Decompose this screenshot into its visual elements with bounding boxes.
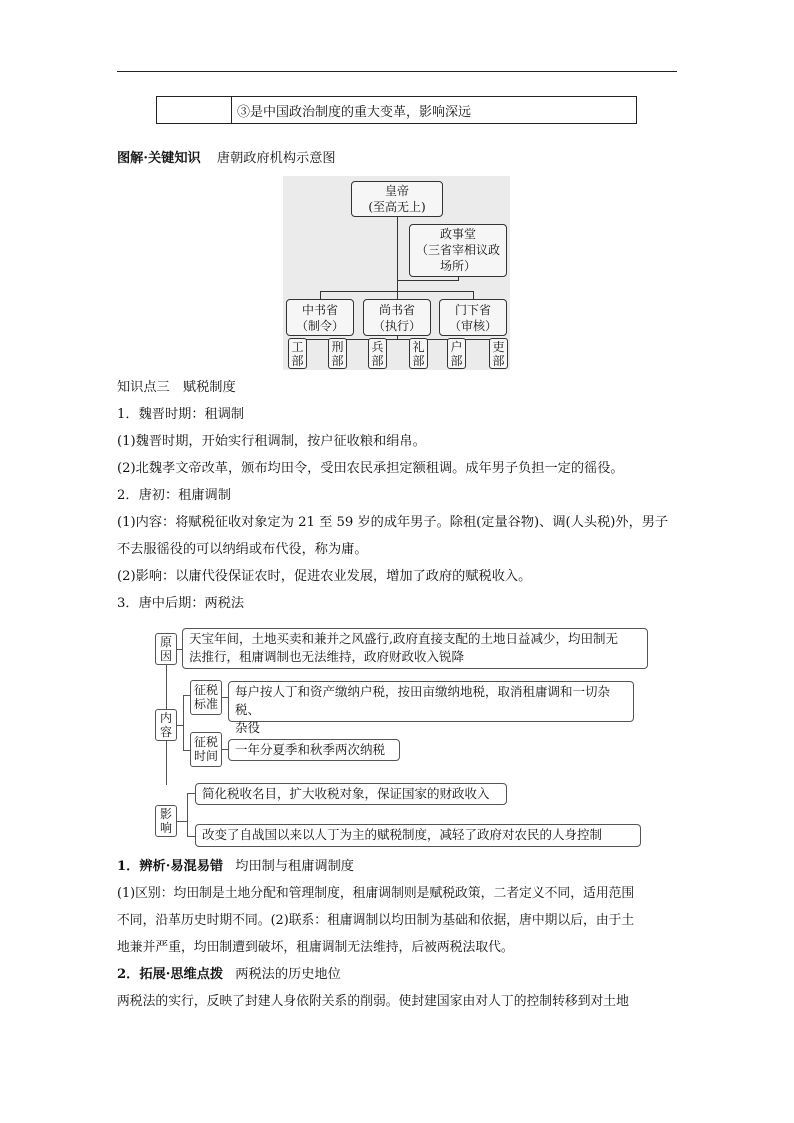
standard-line-1: 每户按人丁和资产缴纳户税，按田亩缴纳地税，取消租庸调和一切杂税、 (235, 684, 611, 717)
note-2-heading (117, 966, 341, 984)
ministry-char: 部 (371, 354, 384, 368)
time-link (183, 750, 190, 751)
label-line: 时间 (193, 749, 218, 763)
label-line: 征税 (193, 735, 218, 749)
ministry-li (409, 338, 428, 369)
standard-text-box (228, 681, 634, 735)
note-1-line-2: 不同，沿革历史时期不同。(2)联系：租庸调制以均田制为基础和依据，唐中期以后，由于土 (117, 913, 635, 928)
effect-1-box: 简化税收名目，扩大收税对象，保证国家的财政收入 (195, 783, 507, 805)
para-2-2: (2)影响：以庸代役保证农时，促进农业发展，增加了政府的赋税收入。 (117, 569, 532, 584)
diagram-title: 唐朝政府机构示意图 (216, 151, 336, 166)
cause-line-1: 天宝年间，土地买卖和兼并之风盛行,政府直接支配的土地日益减少，均田制无 (189, 631, 618, 646)
ministry-xing (328, 338, 347, 369)
dept-name: 门下省 (454, 303, 491, 317)
dept-link-2 (397, 291, 398, 299)
note-1-line-3: 地兼并严重，均田制遭到破坏，租庸调制无法维持，后被两税法取代。 (117, 940, 514, 955)
emperor-name: 皇帝 (384, 184, 409, 198)
para-2-1b: 不去服徭役的可以纳绢或布代役，称为庸。 (117, 542, 368, 557)
note-1-title: 均田制与租庸调制度 (235, 859, 354, 874)
council-link-v (458, 277, 459, 281)
dept-zhongshu (286, 299, 354, 336)
effect-2-link (187, 836, 195, 837)
ministry-bing (368, 338, 387, 369)
dept-role: （执行） (372, 319, 421, 333)
para-1: 1．魏晋时期：租调制 (117, 407, 245, 422)
ministry-char: 刑 (331, 340, 344, 354)
dept-role: （制令） (295, 319, 344, 333)
diagram-label: 图解·关键知识 (117, 151, 201, 166)
label-char: 内 (159, 711, 172, 725)
effect-link (177, 821, 187, 822)
dept-link-1 (320, 291, 321, 299)
effect-2-box: 改变了自战国以来以人丁为主的赋税制度，减轻了政府对农民的人身控制 (195, 824, 641, 847)
para-1-2: (2)北魏孝文帝改革，颁布均田令，受田农民承担定额租调。成年男子负担一定的徭役。 (117, 461, 624, 476)
ministry-char: 部 (331, 354, 344, 368)
ministry-char: 部 (450, 354, 463, 368)
note-1-label: 1．辨析·易混易错 (117, 859, 224, 874)
header-rule (117, 71, 677, 72)
content-label (155, 709, 177, 741)
note-2-line-1: 两税法的实行，反映了封建人身依附关系的削弱。使封建国家由对人丁的控制转移到对土地 (117, 994, 629, 1009)
section3-heading: 知识点三 赋税制度 (117, 380, 236, 395)
ministry-char: 部 (492, 354, 505, 368)
standard-line-2: 杂役 (235, 720, 261, 735)
label-char: 影 (159, 807, 172, 821)
dept-name: 中书省 (301, 303, 338, 317)
time-text-box: 一年分夏季和秋季两次纳税 (228, 739, 400, 761)
note-1-line-1: (1)区别：均田制是土地分配和管理制度，租庸调制则是赋税政策，二者定义不同，适用范围 (117, 886, 635, 901)
ministry-char: 兵 (371, 340, 384, 354)
standard-link (183, 695, 190, 696)
dept-menxia (439, 299, 507, 336)
label-line: 标准 (193, 697, 218, 711)
council-link (397, 280, 459, 281)
flow-diagram (150, 625, 650, 850)
diagram-heading (117, 150, 336, 168)
content-branch-line (183, 695, 184, 751)
label-char: 原 (159, 635, 172, 649)
council-note-2: 场所） (439, 259, 476, 273)
note-2-title: 两税法的历史地位 (235, 967, 341, 982)
note-1-heading (117, 858, 354, 876)
para-1-1: (1)魏晋时期，开始实行租调制，按户征收粮和绢帛。 (117, 434, 426, 449)
para-2-1a: (1)内容：将赋税征收对象定为 21 至 59 岁的成年男子。除租(定量谷物)、调(人头税)外，男子 (117, 515, 669, 530)
emperor-box (351, 181, 443, 217)
cause-text-box (182, 628, 648, 669)
effect-label (155, 805, 177, 837)
note-2-label: 2．拓展·思维点拨 (117, 967, 224, 982)
ministry-char: 工 (291, 340, 304, 354)
cause-label (155, 633, 177, 665)
table-cell-text: ③是中国政治制度的重大变革，影响深远 (237, 105, 472, 120)
ministry-hu (447, 338, 466, 369)
cause-line-2: 法推行，租庸调制也无法维持，政府财政收入锐降 (189, 649, 465, 664)
standard-label (190, 680, 222, 715)
ministry-char: 部 (412, 354, 425, 368)
table-fragment (156, 96, 637, 124)
para-2: 2．唐初：租庸调制 (117, 488, 231, 503)
dept-shangshu (363, 299, 431, 336)
label-char: 响 (159, 821, 172, 835)
dept-name: 尚书省 (378, 303, 415, 317)
table-divider (231, 97, 232, 123)
para-3: 3．唐中后期：两税法 (117, 596, 245, 611)
ministry-libu (489, 338, 508, 369)
dept-role: （审核） (448, 319, 497, 333)
time-label (190, 732, 222, 767)
ministry-gong (288, 338, 307, 369)
label-char: 容 (159, 725, 172, 739)
dept-link-3 (473, 291, 474, 299)
ministry-char: 吏 (492, 340, 505, 354)
ministry-char: 礼 (412, 340, 425, 354)
org-chart (283, 176, 510, 370)
council-note-1: （三省宰相议政 (415, 243, 500, 257)
effect-branch-line (187, 793, 188, 837)
effect-1-link (187, 793, 195, 794)
label-line: 征税 (193, 683, 218, 697)
label-char: 因 (159, 649, 172, 663)
council-box (409, 224, 507, 277)
emperor-note: (至高无上) (368, 200, 426, 214)
ministry-char: 部 (291, 354, 304, 368)
ministry-char: 户 (450, 340, 463, 354)
council-name: 政事堂 (439, 227, 476, 241)
